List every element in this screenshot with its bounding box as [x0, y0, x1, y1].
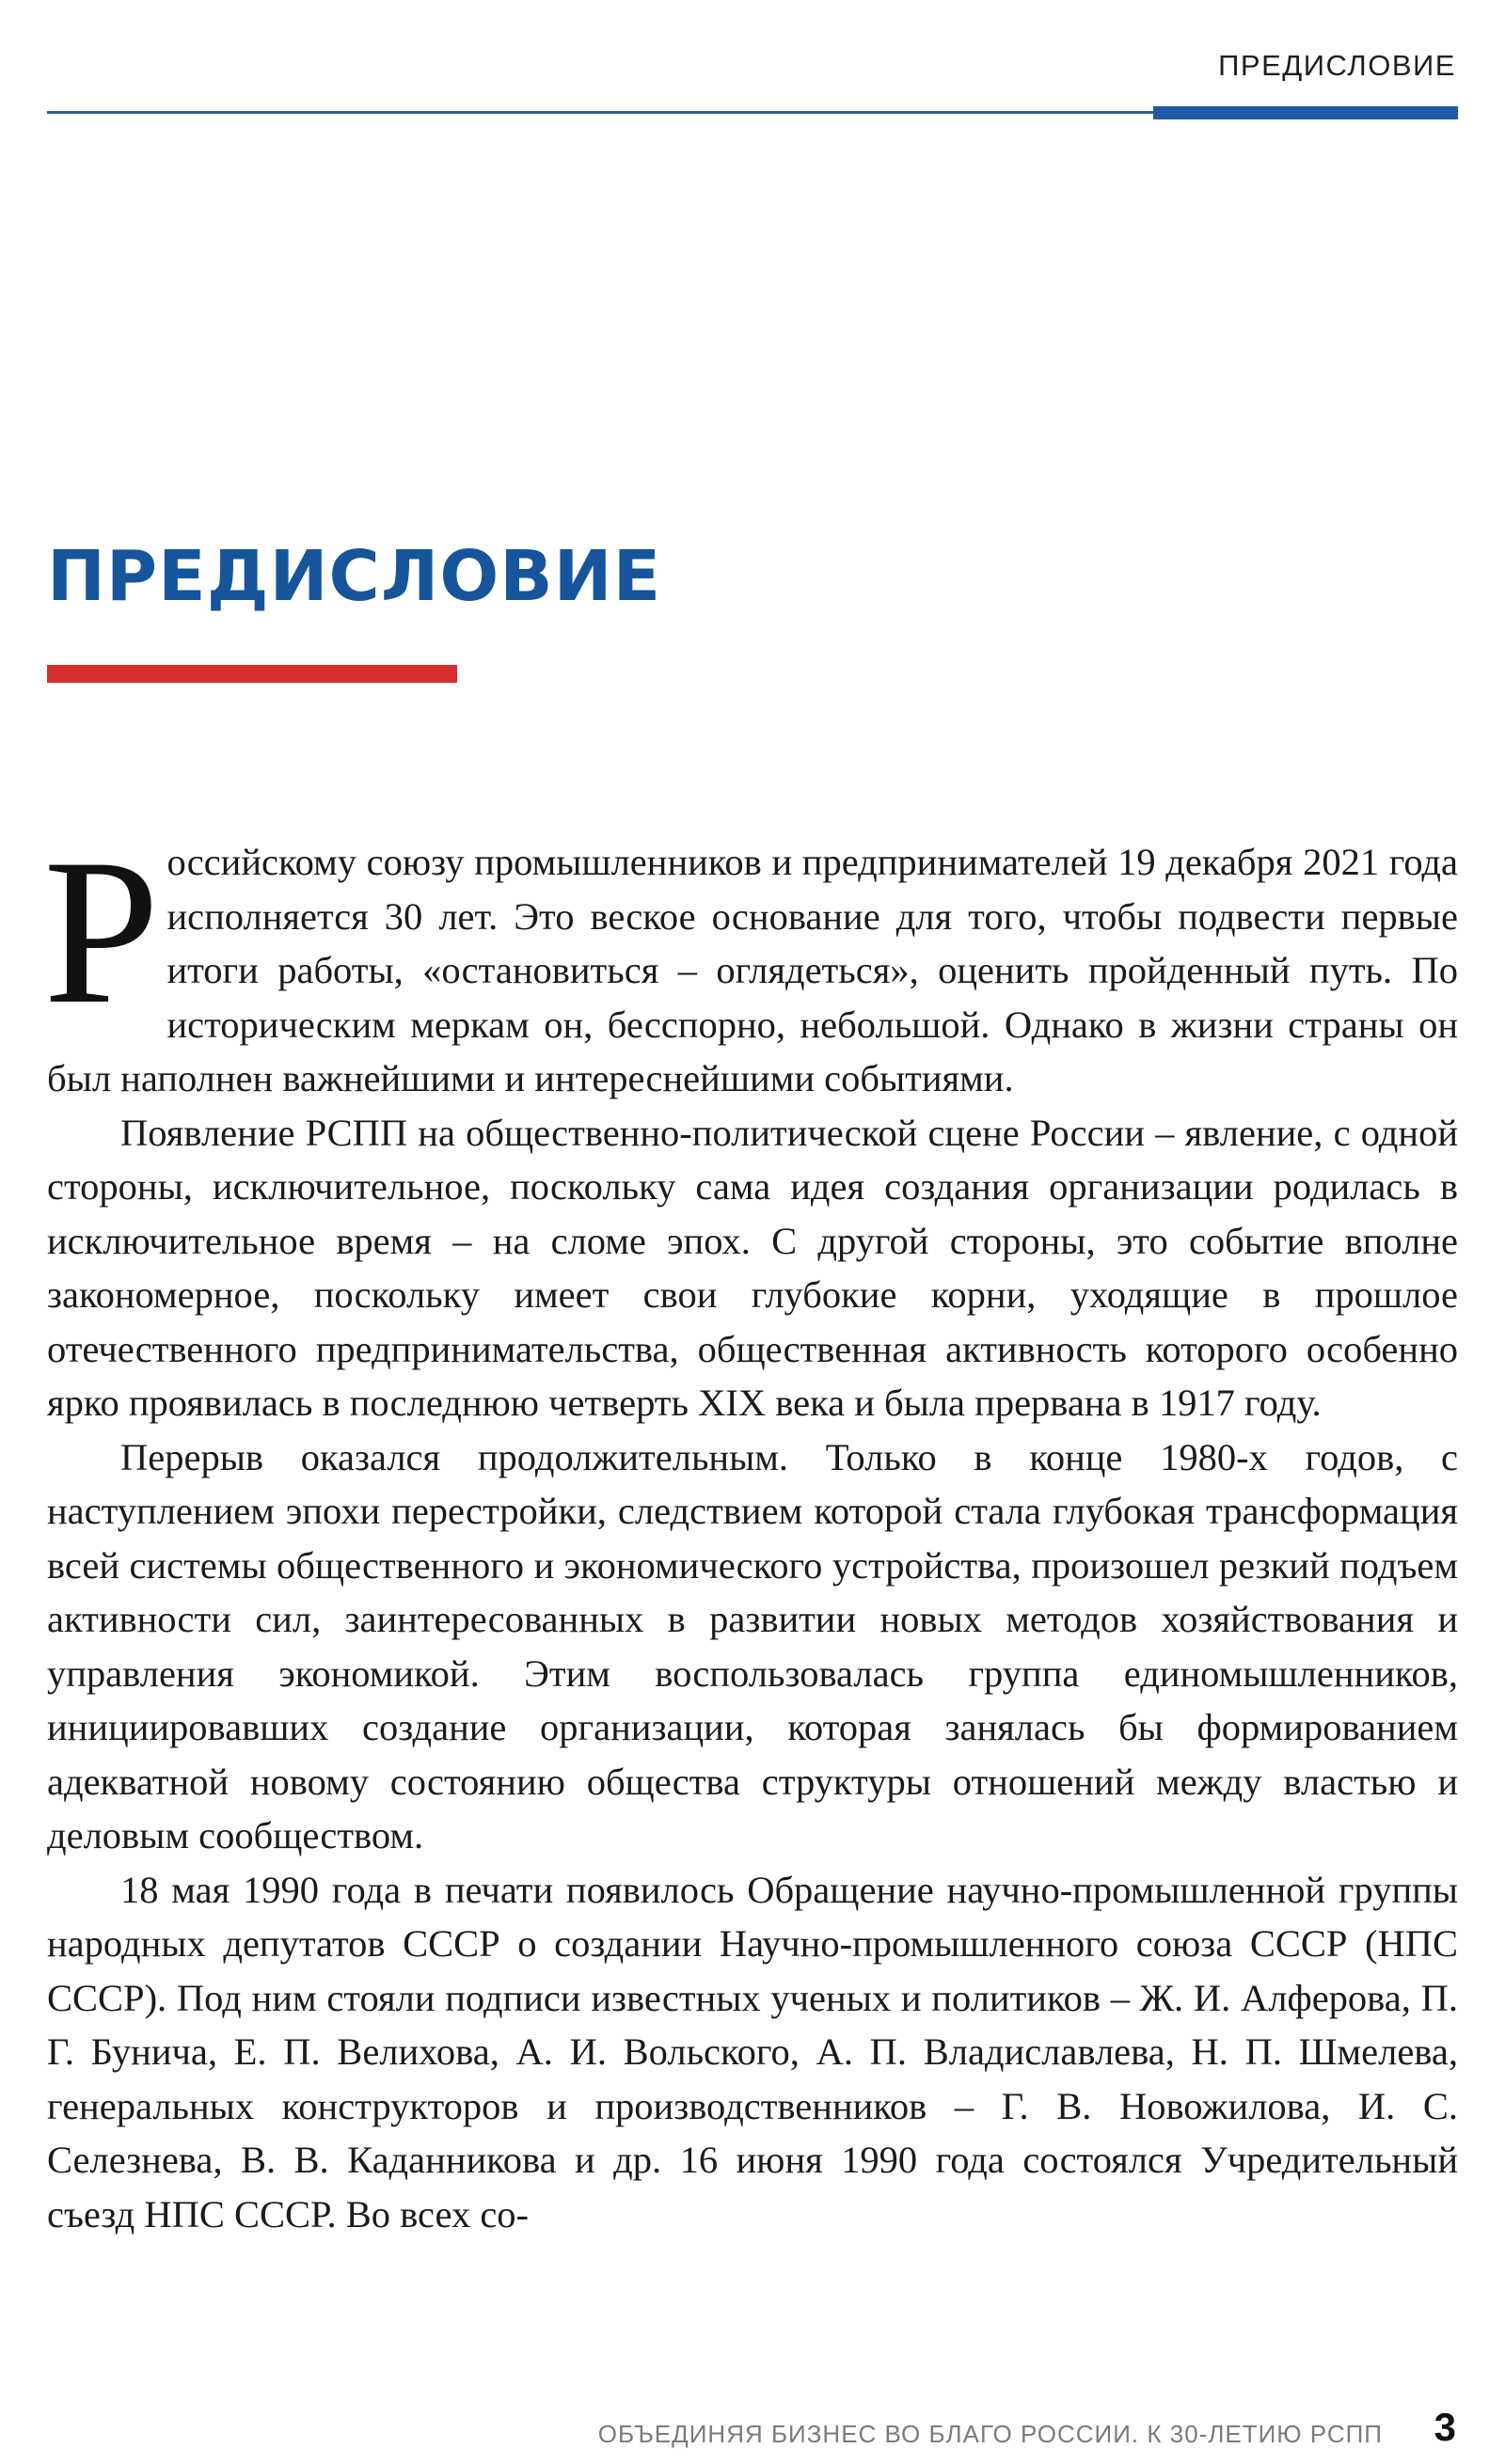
paragraph-4: 18 мая 1990 года в печати появилось Обращение научно-промышленной группы народных депутатов СССР о создании Научно-промышленного союза СССР (НПС СССР). Под ним стояли подписи известных ученых и политиков – Ж. И. Алферова, П. Г. Бунича, Е. П. Велихова, А. И. Вольского, А. П. Владиславлева, Н. П. Шмелева, генеральных конструкторов и производственников – Г. В. Новожилова, И. С. Селезнева, В. В. Каданникова и др. 16 июня 1990 года состоялся Учредительный съезд НПС СССР. Во всех со- [47, 1868, 1458, 2235]
page-number: 3 [1434, 2405, 1456, 2449]
paragraph-1 [43, 816, 1458, 1106]
paragraph-3: Перерыв оказался продолжительным. Только в конце 1980-х годов, с наступлением эпохи перестройки, следствием которой стала глубокая трансформация всей системы общественного и экономического устройства, произошел резкий подъем активности сил, заинтересованных в развитии новых методов хозяйствования и управления экономикой. Этим воспользовалась группа единомышленников, инициировавших создание организации, которая занялась бы формированием адекватной новому состоянию общества структуры отношений между властью и деловым сообществом. [47, 1435, 1458, 1856]
drop-cap: Р [43, 816, 160, 1048]
running-header: ПРЕДИСЛОВИЕ [1218, 49, 1456, 82]
title-underline [47, 665, 457, 683]
paragraph-2: Появление РСПП на общественно-политической сцене России – явление, с одной стороны, исключительное, поскольку сама идея создания организации родилась в исключительное время – на сломе эпох. С другой стороны, это событие вполне закономерное, поскольку имеет свои глубокие корни, уходящие в прошлое отечественного предпринимательства, общественная активность которого особенно ярко проявилась в последнюю четверть XIX века и была прервана в 1917 году. [47, 1111, 1458, 1424]
chapter-title: ПРЕДИСЛОВИЕ [47, 536, 662, 617]
body-text [43, 816, 1458, 2241]
header-rule-accent [1153, 106, 1458, 119]
paragraph-1-text: оссийскому союзу промышленников и предпринимателей 19 декабря 2021 года исполняется 30 лет. Это веское основание для того, чтобы подвести первые итоги работы, «остановиться – оглядеться», оценить пройденный путь. По историческим меркам он, бесспорно, небольшой. Однако в жизни страны он был наполнен важнейшими и интереснейшими событиями. [47, 841, 1458, 1099]
footer-book-title: ОБЪЕДИНЯЯ БИЗНЕС ВО БЛАГО РОССИИ. К 30-ЛЕТИЮ РСПП [597, 2420, 1383, 2448]
